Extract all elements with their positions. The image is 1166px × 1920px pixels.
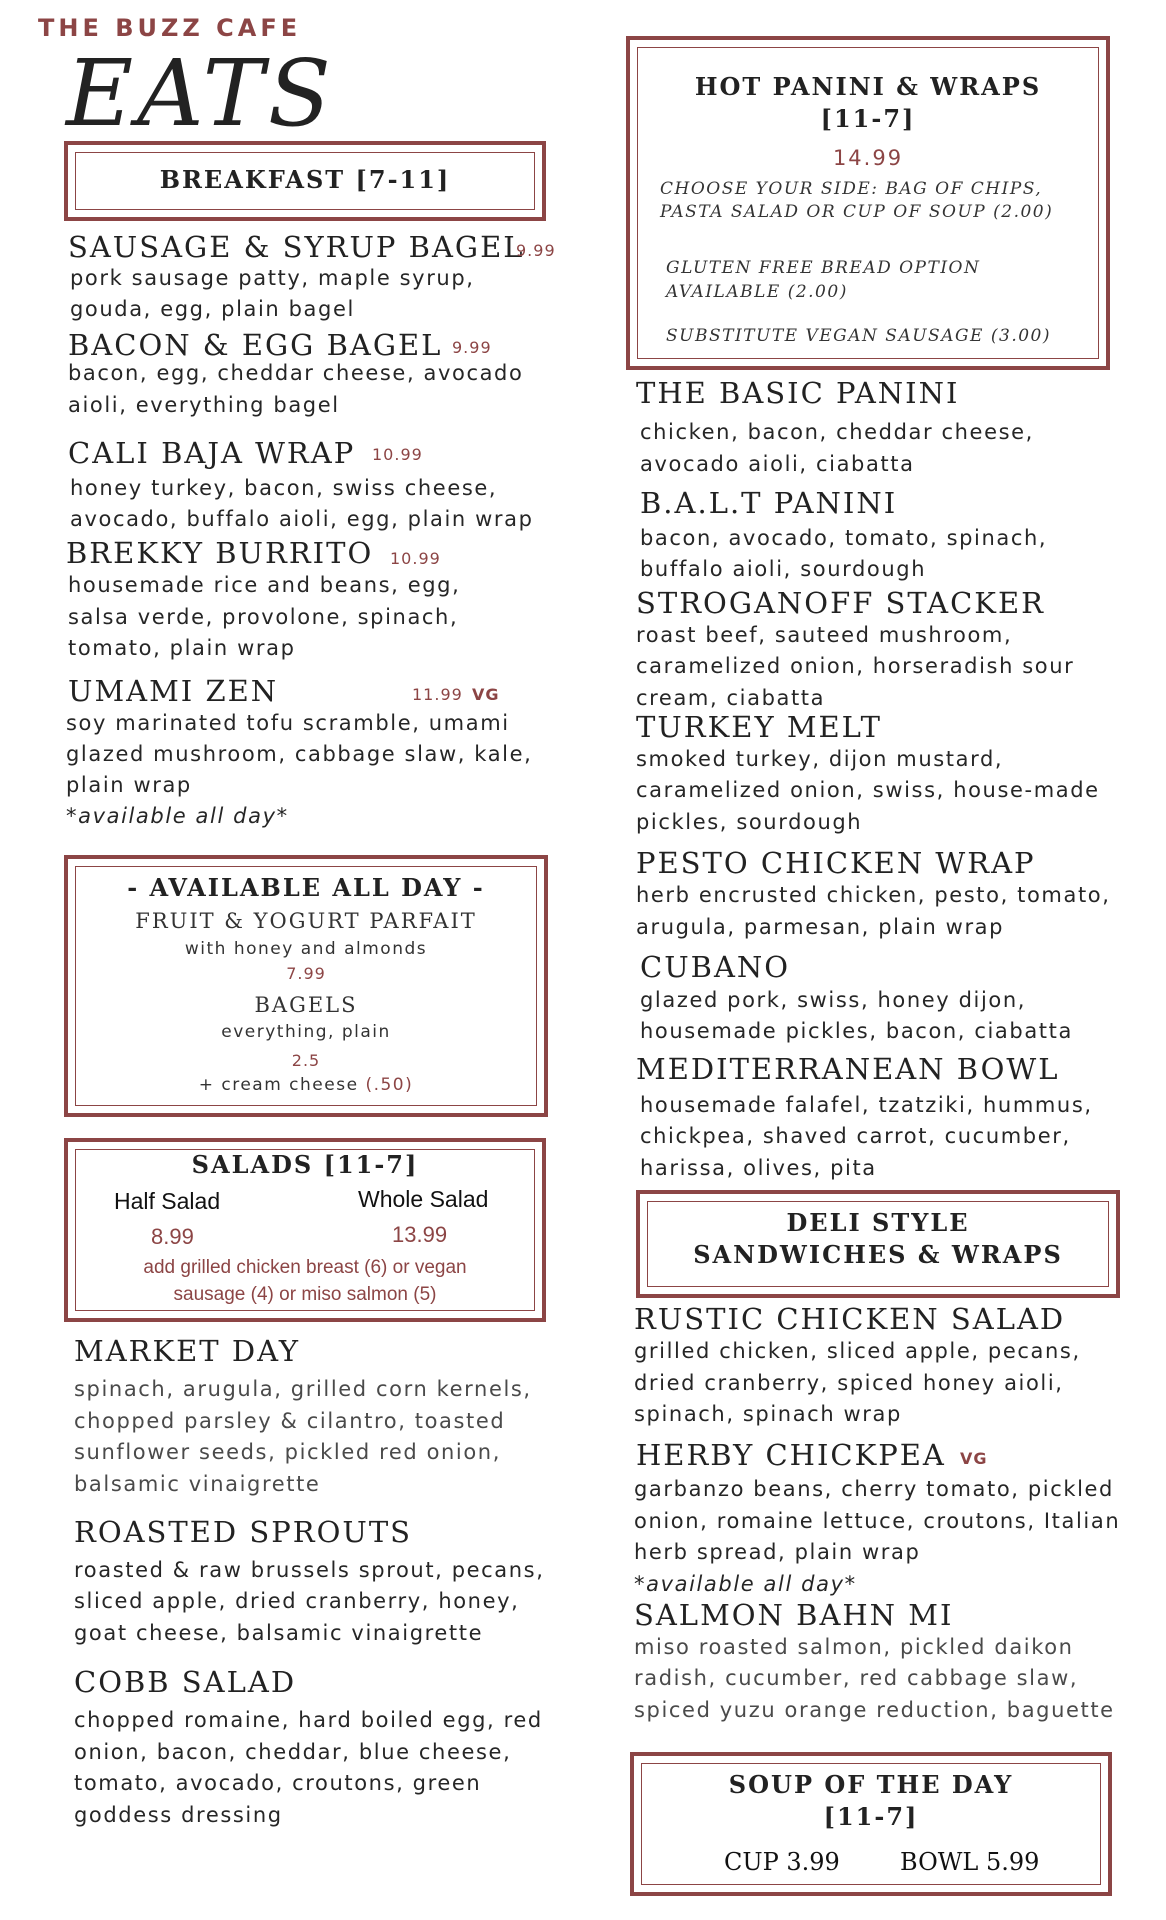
item-desc: housemade pickles, bacon, ciabatta [640,1019,1073,1043]
gluten-free-note: AVAILABLE (2.00) [666,282,848,302]
gluten-free-note: GLUTEN FREE BREAD OPTION [666,258,981,278]
item-desc: roasted & raw brussels sprout, pecans, [74,1558,545,1582]
half-salad-label: Half Salad [114,1188,221,1214]
item-desc: bacon, avocado, tomato, spinach, [640,526,1048,550]
salads-heading: SALADS [11-7] [191,1150,419,1179]
item-desc: tomato, avocado, croutons, green [74,1771,482,1795]
item-desc: buffalo aioli, sourdough [640,557,927,581]
item-title: RUSTIC CHICKEN SALAD [634,1302,1066,1336]
item-desc: tomato, plain wrap [68,636,296,660]
item-desc: glazed pork, swiss, honey dijon, [640,988,1027,1012]
soup-bowl-price: BOWL 5.99 [900,1848,1040,1876]
soup-box [630,1752,1112,1896]
item-desc: caramelized onion, swiss, house-made [636,778,1100,802]
item-desc: pickles, sourdough [636,810,863,834]
soup-cup-price: CUP 3.99 [724,1848,840,1876]
item-desc: glazed mushroom, cabbage slaw, kale, [66,742,533,766]
item-desc: sliced apple, dried cranberry, honey, [74,1589,520,1613]
deli-heading: SANDWICHES & WRAPS [693,1240,1063,1269]
item-title: CUBANO [640,950,791,984]
item-desc: herb encrusted chicken, pesto, tomato, [636,883,1111,907]
item-note: *available all day* [66,804,289,828]
bagels-desc: everything, plain [221,1022,391,1042]
panini-price: 14.99 [832,146,904,170]
soup-hours: [11-7] [823,1802,919,1831]
item-desc: sunflower seeds, pickled red onion, [74,1440,501,1464]
item-desc: salsa verde, provolone, spinach, [68,605,459,629]
item-desc: housemade falafel, tzatziki, hummus, [640,1093,1093,1117]
item-desc: herb spread, plain wrap [634,1540,921,1564]
item-title: MEDITERRANEAN BOWL [636,1052,1060,1086]
bagels-name: BAGELS [254,993,358,1017]
parfait-desc: with honey and almonds [184,939,428,959]
cream-cheese-label: + cream cheese [198,1075,359,1095]
item-desc: goat cheese, balsamic vinaigrette [74,1621,484,1645]
side-note: PASTA SALAD OR CUP OF SOUP (2.00) [660,202,1054,222]
half-salad-price: 8.99 [151,1224,194,1249]
item-price: 9.99 [452,338,492,357]
cream-cheese-price: (.50) [365,1075,414,1095]
menu-title: EATS [66,40,335,147]
item-desc: gouda, egg, plain bagel [70,297,355,321]
vegan-badge: VG [960,1449,988,1468]
item-desc: bacon, egg, cheddar cheese, avocado [68,361,524,385]
item-desc: chopped parsley & cilantro, toasted [74,1409,506,1433]
item-price: 10.99 [372,445,423,464]
item-desc: smoked turkey, dijon mustard, [636,747,1004,771]
breakfast-heading-box [64,141,546,221]
item-title: TURKEY MELT [636,710,882,744]
item-desc: cream, ciabatta [636,686,826,710]
item-title: MARKET DAY [74,1334,301,1368]
item-title: SAUSAGE & SYRUP BAGEL [68,230,525,264]
item-desc: balsamic vinaigrette [74,1472,321,1496]
item-desc: arugula, parmesan, plain wrap [636,915,1005,939]
item-desc: honey turkey, bacon, swiss cheese, [70,476,498,500]
all-day-heading: - AVAILABLE ALL DAY - [127,873,485,902]
side-note: CHOOSE YOUR SIDE: BAG OF CHIPS, [660,179,1043,199]
salads-box [64,1138,546,1322]
parfait-name: FRUIT & YOGURT PARFAIT [135,909,477,933]
soup-heading: SOUP OF THE DAY [728,1770,1014,1799]
item-title: COBB SALAD [74,1665,297,1699]
item-desc: spinach, arugula, grilled corn kernels, [74,1377,532,1401]
item-desc: goddess dressing [74,1803,283,1827]
item-title: CALI BAJA WRAP [68,436,356,470]
item-title: THE BASIC PANINI [636,376,960,410]
item-title: BACON & EGG BAGEL [68,328,443,362]
item-title: HERBY CHICKPEA [636,1438,946,1472]
item-title: UMAMI ZEN [68,674,279,708]
item-desc: pork sausage patty, maple syrup, [70,266,475,290]
item-desc: chickpea, shaved carrot, cucumber, [640,1124,1071,1148]
item-desc: caramelized onion, horseradish sour [636,654,1075,678]
item-desc: onion, romaine lettuce, croutons, Italian [634,1509,1121,1533]
item-desc: chopped romaine, hard boiled egg, red [74,1708,543,1732]
item-desc: radish, cucumber, red cabbage slaw, [634,1666,1079,1690]
item-desc: grilled chicken, sliced apple, pecans, [634,1339,1081,1363]
item-desc: plain wrap [66,773,192,797]
parfait-price: 7.99 [286,964,326,983]
item-title: PESTO CHICKEN WRAP [636,846,1036,880]
item-title: BREKKY BURRITO [66,536,374,570]
all-day-box [64,855,548,1117]
whole-salad-price: 13.99 [392,1222,448,1247]
item-price: 10.99 [390,549,441,568]
salad-addon: sausage (4) or miso salmon (5) [173,1284,437,1305]
panini-info-box [626,36,1110,370]
panini-hours: [11-7] [820,104,916,133]
vegan-badge: VG [472,685,500,704]
deli-heading-box [636,1190,1120,1298]
item-price: 11.99 [412,685,463,704]
item-title: B.A.L.T PANINI [640,486,898,520]
item-desc: chicken, bacon, cheddar cheese, [640,420,1034,444]
item-desc: roast beef, sauteed mushroom, [636,623,1013,647]
vegan-sausage-note: SUBSTITUTE VEGAN SAUSAGE (3.00) [666,326,1051,346]
cream-cheese-line [68,1075,544,1095]
item-desc: dried cranberry, spiced honey aioli, [634,1371,1064,1395]
item-desc: onion, bacon, cheddar, blue cheese, [74,1740,512,1764]
panini-heading: HOT PANINI & WRAPS [694,72,1042,101]
item-desc: housemade rice and beans, egg, [68,573,461,597]
item-title: SALMON BAHN MI [634,1598,954,1632]
item-note: *available all day* [634,1572,857,1596]
item-desc: avocado, buffalo aioli, egg, plain wrap [70,507,534,531]
item-title: ROASTED SPROUTS [74,1515,413,1549]
item-desc: spinach, spinach wrap [634,1402,902,1426]
cafe-name: THE BUZZ CAFE [38,14,302,42]
item-price: 9.99 [516,241,556,260]
deli-heading: DELI STYLE [786,1208,970,1237]
breakfast-heading: BREAKFAST [7-11] [159,165,451,194]
item-desc: soy marinated tofu scramble, umami [66,711,510,735]
bagels-price: 2.5 [291,1051,321,1070]
item-desc: miso roasted salmon, pickled daikon [634,1635,1074,1659]
item-desc: aioli, everything bagel [68,393,340,417]
whole-salad-label: Whole Salad [358,1186,489,1212]
item-desc: spiced yuzu orange reduction, baguette [634,1698,1115,1722]
item-desc: avocado aioli, ciabatta [640,452,915,476]
item-desc: garbanzo beans, cherry tomato, pickled [634,1477,1114,1501]
item-title: STROGANOFF STACKER [636,586,1045,620]
item-desc: harissa, olives, pita [640,1156,877,1180]
salad-addon: add grilled chicken breast (6) or vegan [143,1257,467,1278]
